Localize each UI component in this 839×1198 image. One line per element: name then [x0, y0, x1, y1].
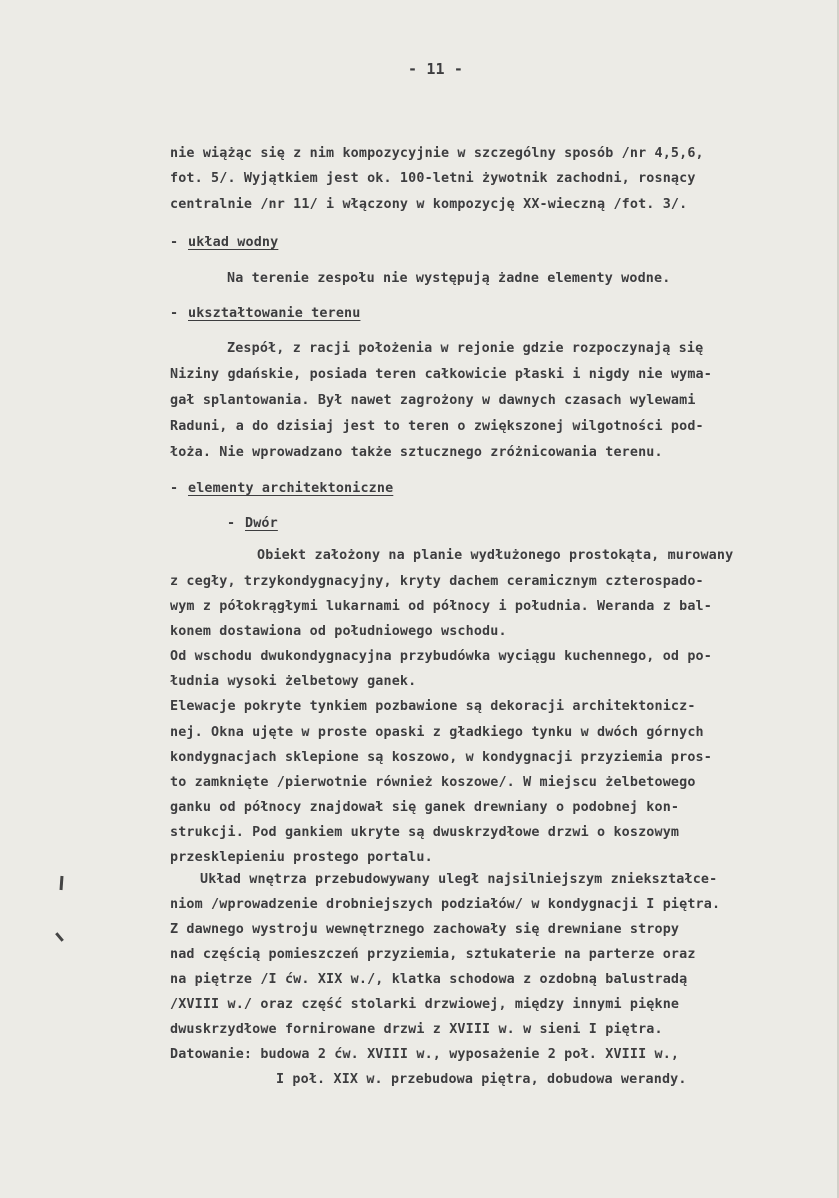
section-heading-terrain: ukształtowanie terenu [188, 306, 361, 321]
text-line: ganku od północy znajdował się ganek drewniany o podobnej kon- [170, 800, 680, 815]
subsection-dash: - [227, 516, 236, 531]
page-number: - 11 - [408, 60, 464, 78]
section-heading-architecture: elementy architektoniczne [188, 481, 394, 496]
text-line: Z dawnego wystroju wewnętrznego zachowały się drewniane stropy [170, 922, 680, 937]
text-line: niom /wprowadzenie drobniejszych podziałów/ w kondygnacji I piętra. [170, 897, 721, 912]
text-line: nej. Okna ujęte w proste opaski z gładkiego tynku w dwóch górnych [170, 725, 704, 740]
text-line: Raduni, a do dzisiaj jest to teren o zwiększonej wilgotności pod- [170, 419, 704, 434]
text-line: nie wiążąc się z nim kompozycyjnie w szczególny sposób /nr 4,5,6, [170, 146, 704, 161]
text-line: łudnia wysoki żelbetowy ganek. [170, 674, 417, 689]
text-line: to zamknięte /pierwotnie również koszowe/. W miejscu żelbetowego [170, 775, 696, 790]
text-line: z cegły, trzykondygnacyjny, kryty dachem ceramicznym czterospado- [170, 574, 704, 589]
text-line: Obiekt założony na planie wydłużonego prostokąta, murowany [257, 548, 734, 563]
section-dash: - [170, 235, 179, 250]
text-line: Elewacje pokryte tynkiem pozbawione są dekoracji architektonicz- [170, 699, 696, 714]
text-line: na piętrze /I ćw. XIX w./, klatka schodowa z ozdobną balustradą [170, 972, 688, 987]
section-dash: - [170, 306, 179, 321]
text-line: kondygnacjach sklepione są koszowo, w kondygnacji przyziemia pros- [170, 750, 712, 765]
text-line: Datowanie: budowa 2 ćw. XVIII w., wyposażenie 2 poł. XVIII w., [170, 1047, 680, 1062]
text-line: Niziny gdańskie, posiada teren całkowicie płaski i nigdy nie wyma- [170, 367, 712, 382]
margin-mark [60, 876, 64, 890]
subsection-heading-manor: Dwór [245, 516, 278, 531]
margin-mark [55, 932, 64, 942]
text-line: I poł. XIX w. przebudowa piętra, dobudowa werandy. [276, 1072, 687, 1087]
text-line: gał splantowania. Był nawet zagrożony w dawnych czasach wylewami [170, 393, 696, 408]
text-line: Zespół, z racji położenia w rejonie gdzie rozpoczynają się [227, 341, 704, 356]
text-line: Na terenie zespołu nie występują żadne elementy wodne. [227, 271, 671, 286]
text-line: Układ wnętrza przebudowywany uległ najsilniejszym zniekształce- [200, 872, 718, 887]
text-line: centralnie /nr 11/ i włączony w kompozycję XX-wieczną /fot. 3/. [170, 197, 688, 212]
text-line: /XVIII w./ oraz część stolarki drzwiowej, między innymi piękne [170, 997, 680, 1012]
section-heading-water: układ wodny [188, 235, 279, 250]
text-line: konem dostawiona od południowego wschodu. [170, 624, 507, 639]
text-line: łoża. Nie wprowadzano także sztucznego zróżnicowania terenu. [170, 445, 663, 460]
text-line: nad częścią pomieszczeń przyziemia, sztukaterie na parterze oraz [170, 947, 696, 962]
text-line: Od wschodu dwukondygnacyjna przybudówka wyciągu kuchennego, od po- [170, 649, 712, 664]
text-line: strukcji. Pod gankiem ukryte są dwuskrzydłowe drzwi o koszowym [170, 825, 680, 840]
section-dash: - [170, 481, 179, 496]
text-line: wym z półokrągłymi lukarnami od północy i południa. Weranda z bal- [170, 599, 712, 614]
text-line: dwuskrzydłowe fornirowane drzwi z XVIII w. w sieni I piętra. [170, 1022, 663, 1037]
text-line: fot. 5/. Wyjątkiem jest ok. 100-letni żywotnik zachodni, rosnący [170, 171, 696, 186]
text-line: przesklepieniu prostego portalu. [170, 850, 433, 865]
